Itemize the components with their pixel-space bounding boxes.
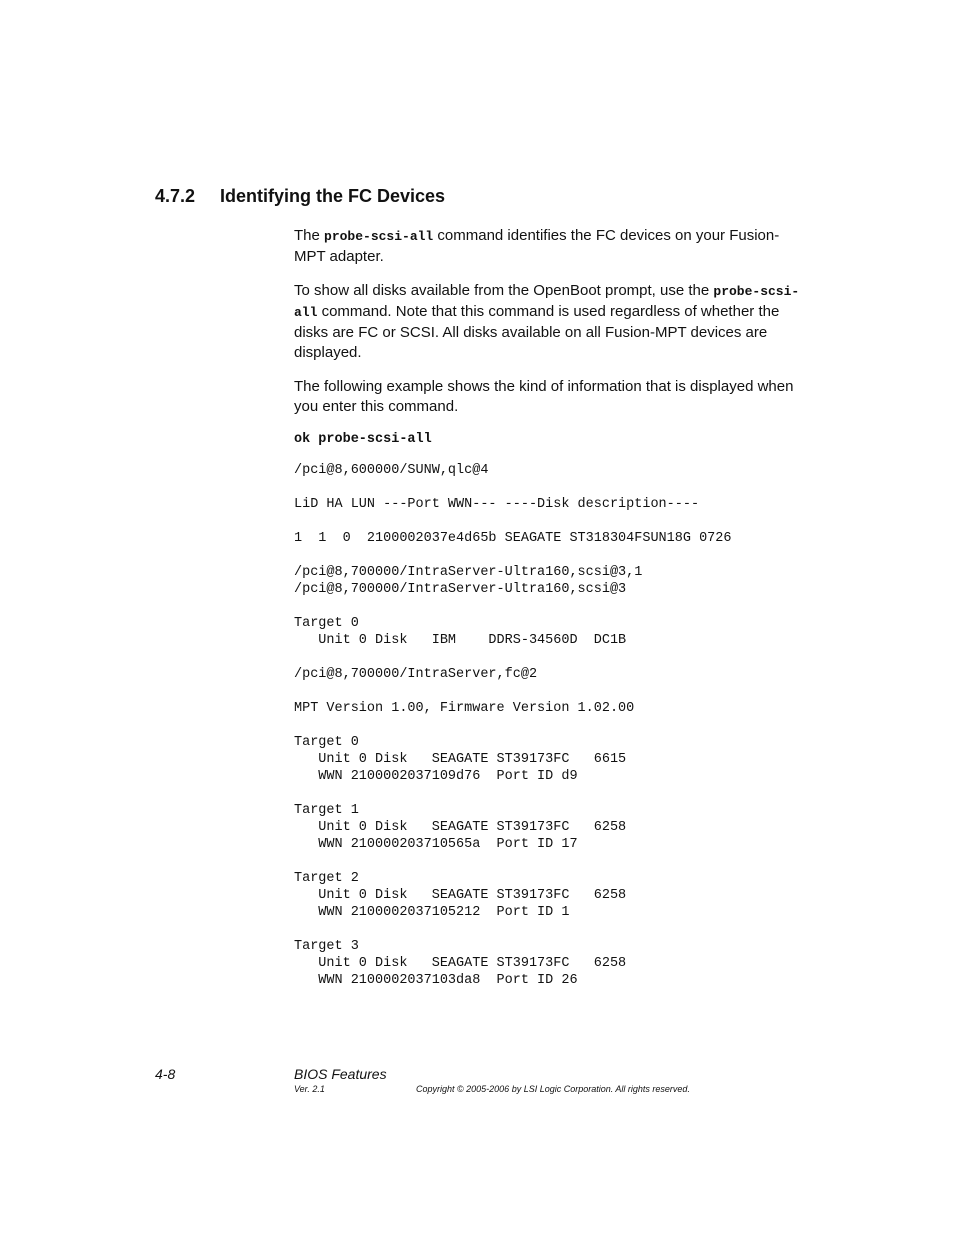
paragraph-2 bbox=[294, 281, 804, 363]
example-output bbox=[294, 462, 804, 989]
footer-chapter-title: BIOS Features bbox=[294, 1066, 387, 1082]
output-block: Target 0 Unit 0 Disk IBM DDRS-34560D DC1B bbox=[294, 616, 627, 648]
section-number: 4.7.2 bbox=[155, 186, 196, 206]
paragraph-3: The following example shows the kind of information that is displayed when you enter this command. bbox=[294, 378, 794, 415]
inline-command-probe-scsi-all: probe-scsi-all bbox=[324, 229, 434, 244]
inline-command-probe-scsi-all: probe-scsi-all bbox=[294, 284, 800, 320]
footer-copyright: Copyright © 2005-2006 by LSI Logic Corporation. All rights reserved. bbox=[416, 1084, 690, 1094]
output-block: Target 2 Unit 0 Disk SEAGATE ST39173FC 6258 WWN 2100002037105212 Port ID 1 bbox=[294, 871, 627, 920]
paragraph-1-lead: The bbox=[294, 227, 325, 244]
output-block: /pci@8,700000/IntraServer-Ultra160,scsi@3,1 /pci@8,700000/IntraServer-Ultra160,scsi@3 bbox=[294, 565, 643, 597]
output-block: Target 0 Unit 0 Disk SEAGATE ST39173FC 6615 WWN 2100002037109d76 Port ID d9 bbox=[294, 735, 627, 784]
output-block: /pci@8,600000/SUNW,qlc@4 bbox=[294, 463, 489, 478]
footer-version: Ver. 2.1 bbox=[294, 1084, 325, 1094]
page-number: 4-8 bbox=[155, 1066, 176, 1082]
example-command: ok probe-scsi-all bbox=[294, 432, 432, 447]
output-block: 1 1 0 2100002037e4d65b SEAGATE ST318304FSUN18G 0726 bbox=[294, 531, 732, 546]
section-heading bbox=[155, 186, 445, 207]
output-block: LiD HA LUN ---Port WWN--- ----Disk description---- bbox=[294, 497, 700, 512]
section-body bbox=[294, 226, 804, 1006]
output-block: MPT Version 1.00, Firmware Version 1.02.00 bbox=[294, 701, 635, 716]
output-block: Target 3 Unit 0 Disk SEAGATE ST39173FC 6258 WWN 2100002037103da8 Port ID 26 bbox=[294, 939, 627, 988]
output-block: Target 1 Unit 0 Disk SEAGATE ST39173FC 6258 WWN 210000203710565a Port ID 17 bbox=[294, 803, 627, 852]
paragraph-1-rest: command identifies the FC devices on your Fusion-MPT adapter. bbox=[294, 227, 780, 265]
paragraph-2-lead: To show all disks available from the OpenBoot prompt, use the bbox=[294, 282, 714, 299]
output-block: /pci@8,700000/IntraServer,fc@2 bbox=[294, 667, 538, 682]
section-title: Identifying the FC Devices bbox=[220, 186, 446, 206]
paragraph-1 bbox=[294, 226, 804, 267]
paragraph-2-rest: command. Note that this command is used regardless of whether the disks are FC or SCSI. All disks available on all Fusion-MPT devices are displayed. bbox=[294, 303, 780, 361]
